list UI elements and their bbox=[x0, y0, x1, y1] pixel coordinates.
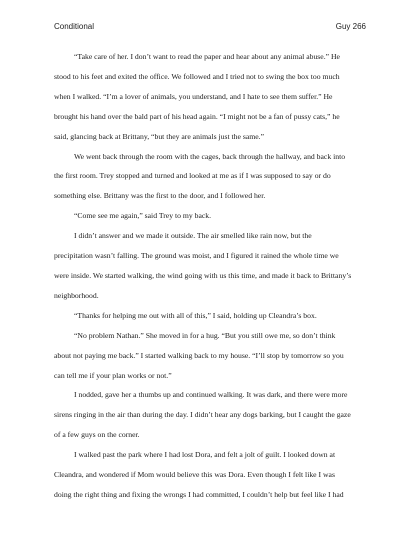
text-line: I didn’t answer and we made it outside. The air smelled like rain now, but the bbox=[74, 231, 312, 241]
body-text bbox=[54, 47, 366, 505]
text-line: I walked past the park where I had lost Dora, and felt a jolt of guilt. I looked down at bbox=[74, 450, 336, 460]
paragraph bbox=[54, 445, 366, 505]
paragraph bbox=[54, 226, 366, 306]
text-line: stood to his feet and exited the office. We followed and I tried not to swing the box too much bbox=[54, 71, 340, 81]
text-line: precipitation wasn’t falling. The ground was moist, and I figured it rained the whole time we bbox=[54, 251, 339, 261]
text-line: “Take care of her. I don’t want to read the paper and hear about any animal abuse.” He bbox=[74, 52, 340, 61]
paragraph bbox=[54, 147, 366, 207]
running-title: Conditional bbox=[54, 22, 95, 31]
text-line: I nodded, gave her a thumbs up and continued walking. It was dark, and there were more bbox=[74, 390, 348, 400]
text-line: “Come see me again,” said Trey to my back. bbox=[74, 211, 212, 221]
paragraph bbox=[54, 385, 366, 445]
text-line: were inside. We started walking, the wind going with us this time, and made it back to Brittany’s bbox=[54, 270, 352, 280]
text-line: when I walked. “I’m a lover of animals, you understand, and I hate to see them suffer.” He bbox=[54, 91, 333, 101]
text-line: brought his hand over the bald part of his head again. “I might not be a fan of pussy cats,” he bbox=[54, 111, 340, 121]
text-line: doing the right thing and fixing the wrongs I had committed, I couldn’t help but feel like I had bbox=[54, 489, 344, 499]
paragraph bbox=[54, 326, 366, 386]
text-line: the first room. Trey stopped and turned and looked at me as if I was supposed to say or do bbox=[54, 171, 331, 181]
text-line: “No problem Nathan.” She moved in for a hug. “But you still owe me, so don’t think bbox=[74, 330, 336, 340]
text-line: something else. Brittany was the first to the door, and I followed her. bbox=[54, 191, 266, 201]
paragraph bbox=[54, 206, 366, 226]
paragraph bbox=[54, 306, 366, 326]
text-line: of a few guys on the corner. bbox=[54, 430, 140, 440]
text-line: We went back through the room with the cages, back through the hallway, and back into bbox=[74, 151, 346, 161]
text-line: neighborhood. bbox=[54, 290, 99, 300]
text-line: Cleandra, and wondered if Mom would believe this was Dora. Even though I felt like I was bbox=[54, 470, 335, 480]
text-line: can tell me if your plan works or not.” bbox=[54, 370, 172, 380]
page-header bbox=[54, 22, 366, 31]
text-line: “Thanks for helping me out with all of this,” I said, holding up Cleandra’s box. bbox=[74, 310, 317, 320]
page-number: Guy 266 bbox=[335, 22, 366, 31]
text-line: said, glancing back at Brittany, “but they are animals just the same.” bbox=[54, 131, 264, 141]
paragraph bbox=[54, 47, 366, 147]
text-line: sirens ringing in the air than during the day. I didn’t hear any dogs barking, but I caught the gaze bbox=[54, 410, 351, 420]
text-line: about not paying me back.” I started walking back to my house. “I’ll stop by tomorrow so you bbox=[54, 350, 344, 360]
